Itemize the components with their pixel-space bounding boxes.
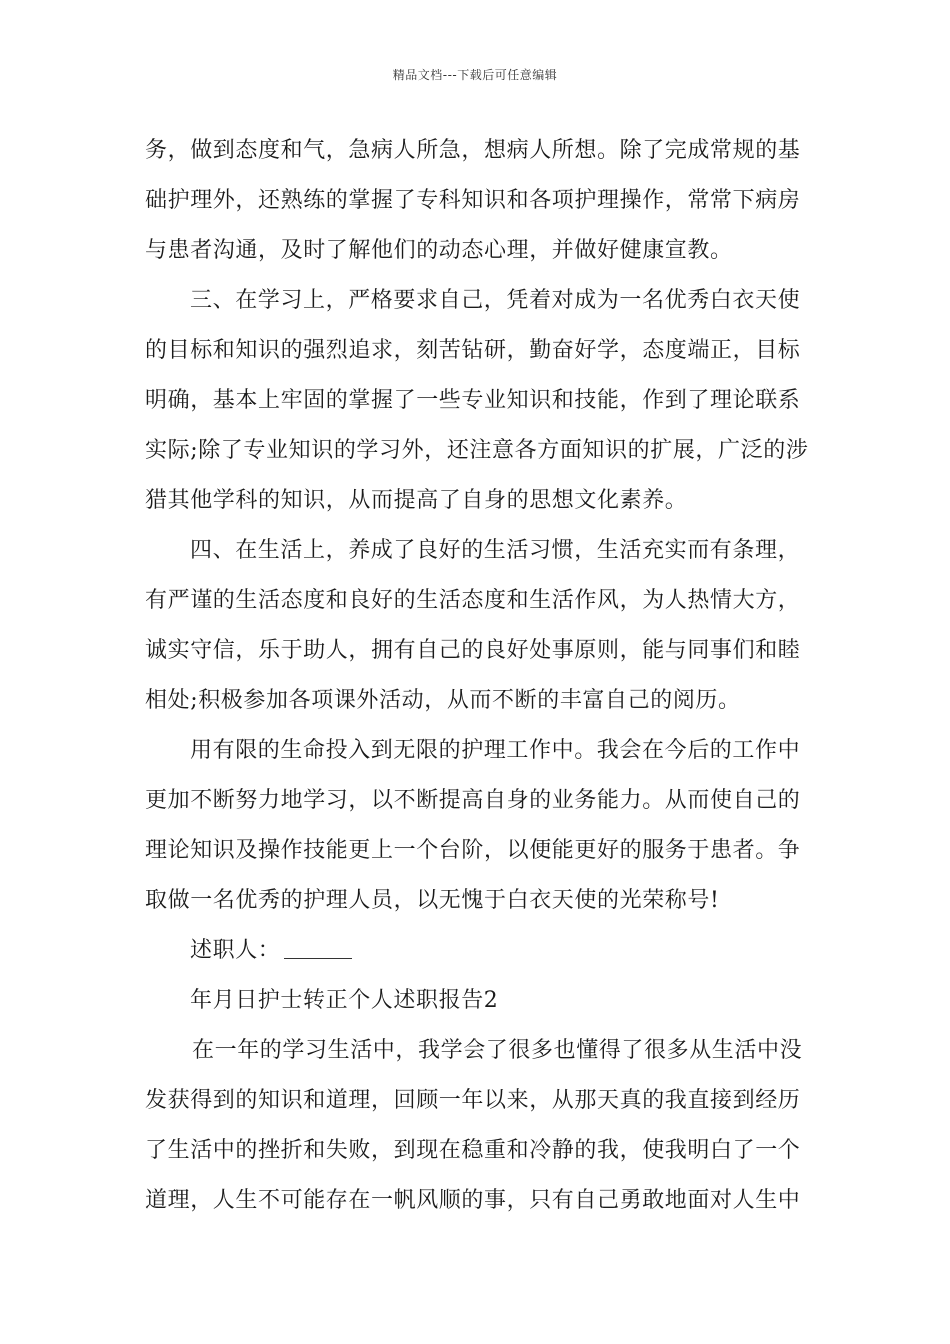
body-line: 更加不断努力地学习，以不断提高自身的业务能力。从而使自己的 (145, 788, 801, 813)
body-line: 相处;积极参加各项课外活动，从而不断的丰富自己的阅历。 (145, 688, 741, 713)
body-line: 取做一名优秀的护理人员，以无愧于白衣天使的光荣称号! (145, 888, 720, 913)
body-line: 明确，基本上牢固的掌握了一些专业知识和技能，作到了理论联系 (145, 388, 801, 413)
body-line: 理论知识及操作技能更上一个台阶，以便能更好的服务于患者。争 (145, 838, 801, 863)
body-line: 诚实守信，乐于助人，拥有自己的良好处事原则，能与同事们和睦 (145, 638, 801, 663)
body-line: 务，做到态度和气，急病人所急，想病人所想。除了完成常规的基 (145, 138, 801, 163)
paragraph-start-line: 三、在学习上，严格要求自己，凭着对成为一名优秀白衣天使 (190, 288, 801, 313)
body-line: 的目标和知识的强烈追求，刻苦钻研，勤奋好学，态度端正，目标 (145, 338, 801, 363)
section-title: 年月日护士转正个人述职报告2 (190, 988, 499, 1013)
body-line: 与患者沟通，及时了解他们的动态心理，并做好健康宣教。 (145, 238, 733, 263)
signature-blank (284, 938, 352, 959)
paragraph-start-line: 四、在生活上，养成了良好的生活习惯，生活充实而有条理， (190, 538, 801, 563)
body-line: 发获得到的知识和道理，回顾一年以来，从那天真的我直接到经历 (145, 1088, 801, 1113)
paragraph-start-line: 用有限的生命投入到无限的护理工作中。我会在今后的工作中 (190, 738, 801, 763)
body-line: 实际;除了专业知识的学习外，还注意各方面知识的扩展，广泛的涉 (145, 438, 809, 463)
signature-label: 述职人： (190, 938, 281, 963)
body-line: 道理，人生不可能存在一帆风顺的事，只有自己勇敢地面对人生中 (145, 1188, 801, 1213)
body-line: 有严谨的生活态度和良好的生活态度和生活作风，为人热情大方， (145, 588, 801, 613)
signature-line (190, 936, 352, 966)
page-header: 精品文档---下载后可任意编辑 (392, 68, 558, 82)
body-line: 了生活中的挫折和失败，到现在稳重和冷静的我，使我明白了一个 (145, 1138, 801, 1163)
body-line: 础护理外，还熟练的掌握了专科知识和各项护理操作，常常下病房 (145, 188, 801, 213)
paragraph-start-line: 在一年的学习生活中，我学会了很多也懂得了很多从生活中没 (192, 1038, 803, 1063)
body-line: 猎其他学科的知识，从而提高了自身的思想文化素养。 (145, 488, 688, 513)
